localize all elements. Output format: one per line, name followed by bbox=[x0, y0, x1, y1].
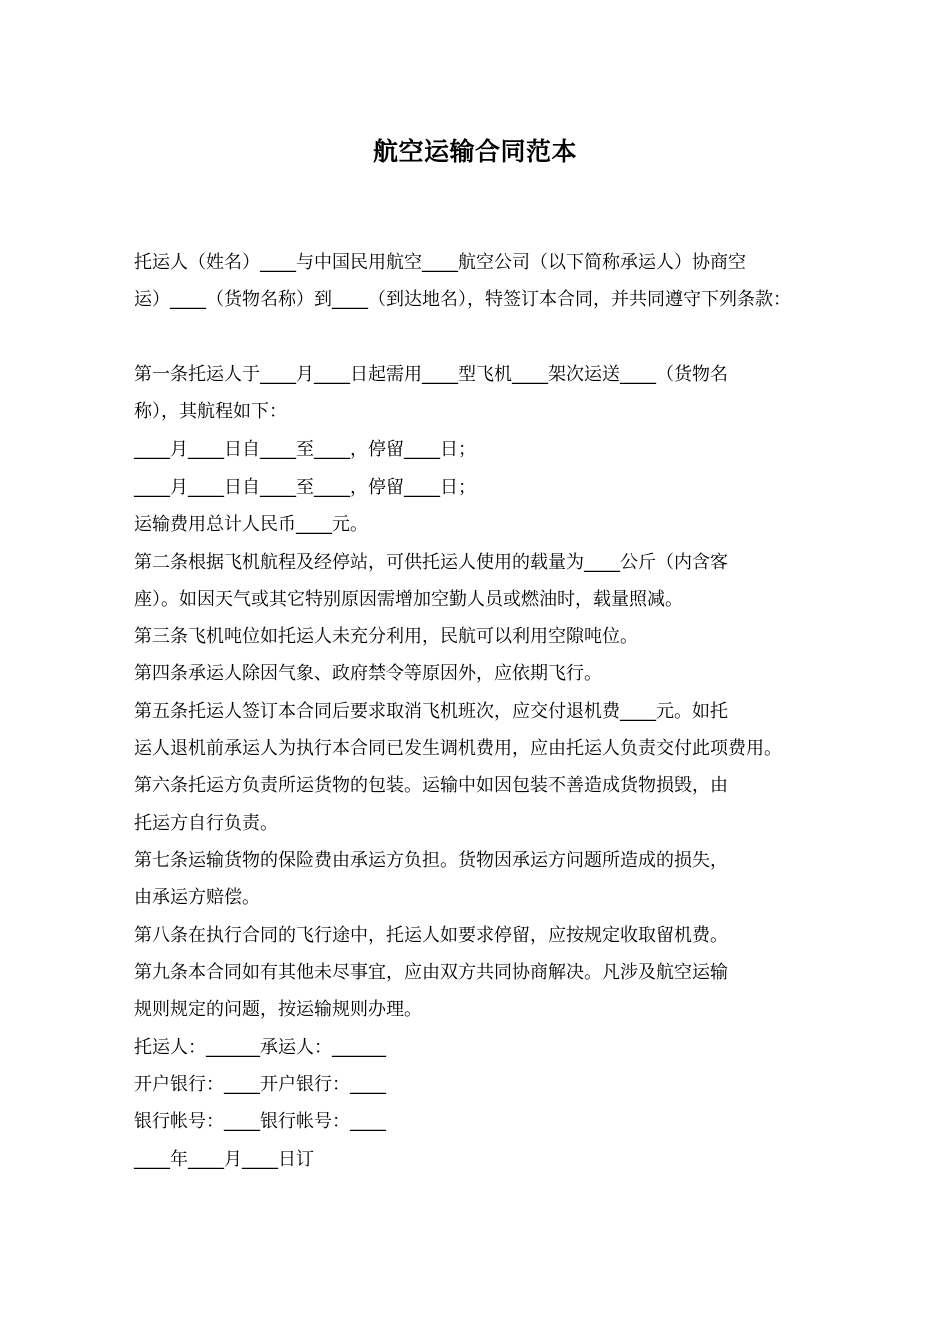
clause-8-line: 第八条在执行合同的飞行途中，托运人如要求停留，应按规定收取留机费。 bbox=[134, 925, 728, 946]
route-line-2: ____月____日自____至____，停留____日； bbox=[134, 477, 476, 498]
clause-7-line-2: 由承运方赔偿。 bbox=[134, 887, 260, 908]
signatory-line: 托运人：______承运人：______ bbox=[134, 1037, 386, 1058]
clause-7-line-1: 第七条运输货物的保险费由承运方负担。货物因承运方问题所造成的损失， bbox=[134, 850, 728, 871]
clause-6-line-2: 托运方自行负责。 bbox=[134, 813, 278, 834]
route-line-1: ____月____日自____至____，停留____日； bbox=[134, 439, 476, 460]
clause-2-line-1: 第二条根据飞机航程及经停站，可供托运人使用的载量为____公斤（内含客 bbox=[134, 552, 728, 573]
clause-5-line-2: 运人退机前承运人为执行本合同已发生调机费用，应由托运人负责交付此项费用。 bbox=[134, 738, 782, 759]
clause-6-line-1: 第六条托运方负责所运货物的包装。运输中如因包装不善造成货物损毁，由 bbox=[134, 775, 728, 796]
clause-5-line-1: 第五条托运人签订本合同后要求取消飞机班次，应交付退机费____元。如托 bbox=[134, 701, 728, 722]
clause-1-line-2: 称），其航程如下： bbox=[134, 401, 287, 422]
clause-1-line-1: 第一条托运人于____月____日起需用____型飞机____架次运送____（货物名 bbox=[134, 364, 728, 385]
clause-3-line: 第三条飞机吨位如托运人未充分利用，民航可以利用空隙吨位。 bbox=[134, 626, 638, 647]
date-line: ____年____月____日订 bbox=[134, 1149, 314, 1170]
clause-9-line-2: 规则规定的问题，按运输规则办理。 bbox=[134, 999, 422, 1020]
intro-line-2: 运）____（货物名称）到____（到达地名），特签订本合同，并共同遵守下列条款： bbox=[134, 289, 791, 310]
intro-line-1: 托运人（姓名）____与中国民用航空____航空公司（以下简称承运人）协商空 bbox=[134, 252, 746, 273]
account-line: 银行帐号：____银行帐号：____ bbox=[134, 1111, 386, 1132]
total-fee-line: 运输费用总计人民币____元。 bbox=[134, 514, 368, 535]
bank-line: 开户银行：____开户银行：____ bbox=[134, 1074, 386, 1095]
clause-2-line-2: 座）。如因天气或其它特别原因需增加空勤人员或燃油时，载量照减。 bbox=[134, 589, 683, 610]
clause-4-line: 第四条承运人除因气象、政府禁令等原因外，应依期飞行。 bbox=[134, 663, 602, 684]
clause-9-line-1: 第九条本合同如有其他未尽事宜，应由双方共同协商解决。凡涉及航空运输 bbox=[134, 962, 728, 983]
document-title: 航空运输合同范本 bbox=[372, 137, 577, 166]
